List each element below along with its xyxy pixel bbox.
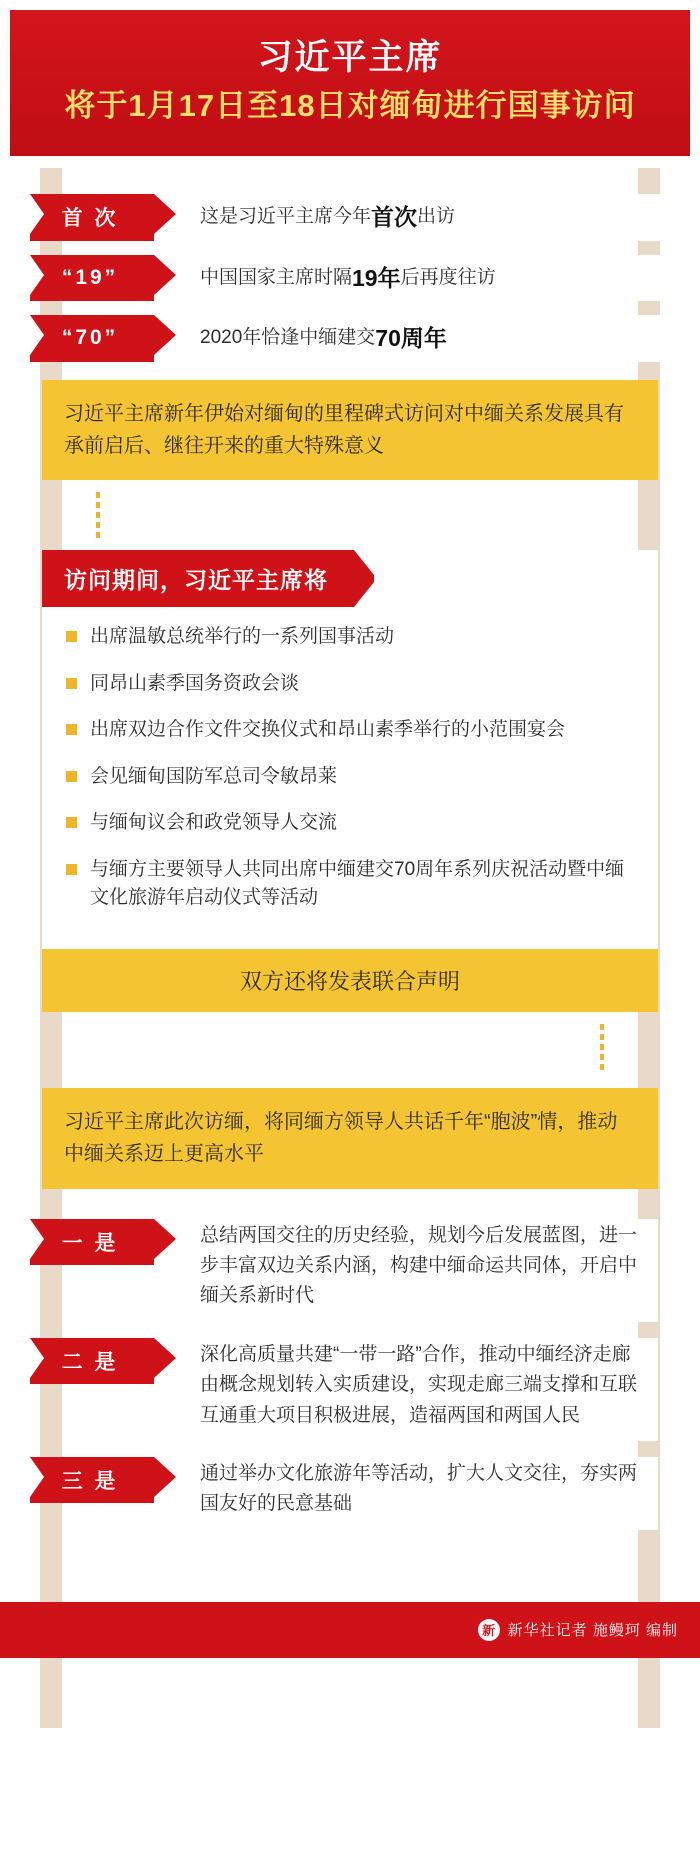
- list-item-label: 同昂山素季国务资政会谈: [90, 672, 300, 694]
- square-bullet-icon: [66, 817, 77, 828]
- key-point-emphasis: 70周年: [375, 325, 447, 352]
- reason-row: [0, 1219, 700, 1322]
- key-point-emphasis: 19年: [352, 264, 401, 291]
- list-item: [64, 623, 636, 652]
- body-wrapper: [0, 168, 700, 1576]
- square-bullet-icon: [66, 631, 77, 642]
- page-subtitle: 将于1月17日至18日对缅甸进行国事访问: [64, 87, 636, 123]
- list-item-label: 与缅甸议会和政党领导人交流: [90, 812, 338, 834]
- key-point-text-after: 后再度往访: [400, 266, 496, 288]
- key-point-tag: “70”: [30, 315, 154, 362]
- square-bullet-icon: [66, 771, 77, 782]
- key-point-tag: “19”: [30, 255, 154, 302]
- reason-text: 深化高质量共建“一带一路”合作，推动中缅经济走廊由概念规划转入实质建设，实现走廊三端支撑和互联互通重大项目积极进展，造福两国和两国人民: [192, 1338, 658, 1441]
- highlight-panel-2: 习近平主席此次访缅，将同缅方领导人共话千年“胞波”情，推动中缅关系迈上更高水平: [42, 1088, 658, 1189]
- activities-title: 访问期间，习近平主席将: [42, 550, 374, 607]
- key-point-text: [192, 194, 700, 241]
- page-title: 习近平主席: [257, 38, 443, 77]
- activities-list: [42, 623, 658, 913]
- key-point-emphasis: 首次: [371, 204, 418, 231]
- key-point-row: [0, 194, 700, 241]
- list-item-label: 出席双边合作文件交换仪式和昂山素季举行的小范围宴会: [90, 719, 566, 741]
- list-item-label: 出席温敏总统举行的一系列国事活动: [90, 626, 395, 648]
- key-points-section: [0, 194, 700, 362]
- key-point-text: [192, 315, 700, 362]
- highlight-panel-1: 习近平主席新年伊始对缅甸的里程碑式访问对中缅关系发展具有承前启后、继往开来的重大特殊意义: [42, 380, 658, 481]
- key-point-text-before: 这是习近平主席今年: [200, 206, 372, 228]
- reasons-section: [0, 1219, 700, 1530]
- reason-row: [0, 1338, 700, 1441]
- list-item-label: 会见缅甸国防军总司令敏昂莱: [90, 765, 338, 787]
- list-item: [64, 763, 636, 792]
- header-banner: [10, 10, 690, 156]
- key-point-text-before: 2020年恰逢中缅建交: [200, 327, 376, 349]
- square-bullet-icon: [66, 724, 77, 735]
- reason-text: 通过举办文化旅游年等活动，扩大人文交往，夯实两国友好的民意基础: [192, 1457, 658, 1530]
- footer-credit: 新华社记者 施鳗珂 编制: [507, 1622, 678, 1640]
- key-point-text-after: 出访: [417, 206, 456, 228]
- list-item: [64, 856, 636, 913]
- content-column: [0, 168, 700, 1556]
- key-point-text: [192, 255, 700, 302]
- square-bullet-icon: [66, 864, 77, 875]
- activities-card: [42, 550, 658, 949]
- dotted-connector-2: [600, 1024, 604, 1070]
- reason-tag: 二 是: [30, 1338, 154, 1384]
- reason-tag: 三 是: [30, 1457, 154, 1503]
- key-point-tag: 首 次: [30, 194, 154, 241]
- footer-bar: [0, 1602, 700, 1658]
- key-point-row: [0, 255, 700, 302]
- reason-row: [0, 1457, 700, 1530]
- key-point-text-before: 中国国家主席时隔: [200, 266, 353, 288]
- square-bullet-icon: [66, 678, 77, 689]
- key-point-row: [0, 315, 700, 362]
- xinhua-logo-icon: 新: [478, 1619, 500, 1641]
- list-item: [64, 809, 636, 838]
- list-item-label: 与缅方主要领导人共同出席中缅建交70周年系列庆祝活动暨中缅文化旅游年启动仪式等活动: [90, 858, 625, 909]
- reason-text: 总结两国交往的历史经验，规划今后发展蓝图，进一步丰富双边关系内涵，构建中缅命运共同体，开启中缅关系新时代: [192, 1219, 658, 1322]
- list-item: [64, 716, 636, 745]
- joint-statement-panel: 双方还将发表联合声明: [42, 949, 658, 1012]
- dotted-connector-1: [96, 492, 100, 538]
- list-item: [64, 670, 636, 699]
- reason-tag: 一 是: [30, 1219, 154, 1265]
